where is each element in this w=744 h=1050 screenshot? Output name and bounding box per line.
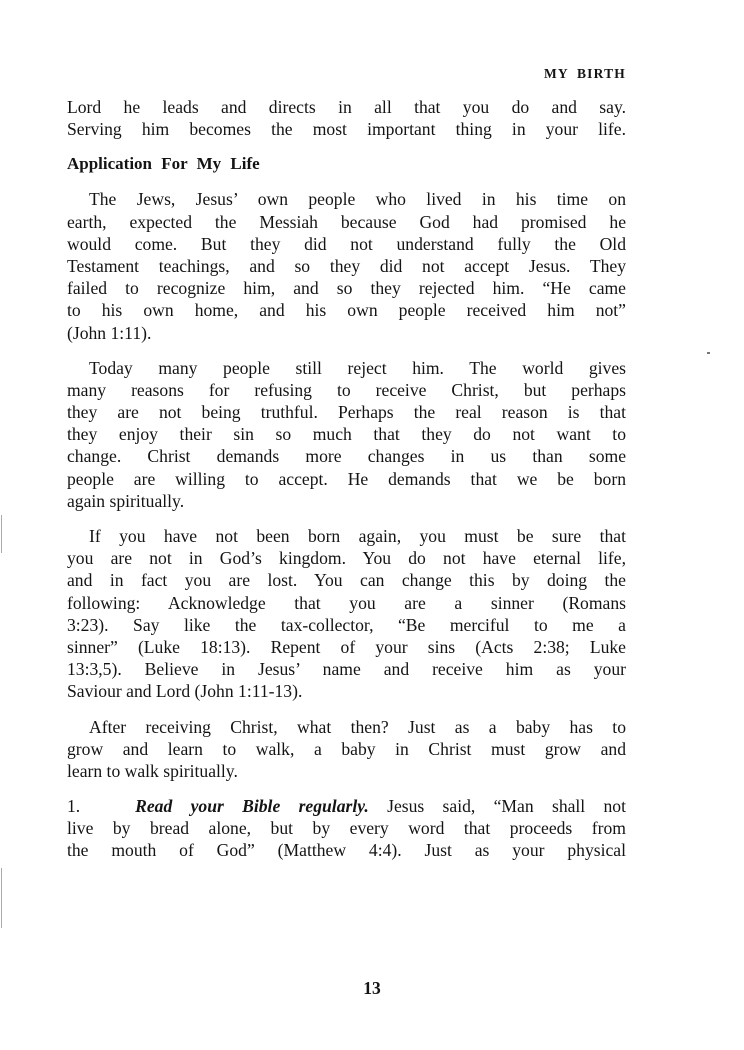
text-line: they are not being truthful. Perhaps the real reason is that (67, 402, 626, 423)
scan-artifact (1, 515, 2, 553)
text-line: would come. But they did not understand fully the Old (67, 233, 626, 254)
text-line: Today many people still reject him. The world gives (89, 357, 626, 378)
paragraph (67, 357, 626, 512)
section-heading: Application For My Life (67, 154, 260, 174)
text-line: 3:23). Say like the tax-collector, “Be merciful to me a (67, 614, 626, 635)
page-body (67, 96, 626, 875)
text-line: learn to walk spiritually. (67, 760, 238, 781)
running-header: MY BIRTH (543, 66, 626, 81)
text-line: change. Christ demands more changes in us than some (67, 446, 626, 467)
page-number: 13 (363, 978, 381, 998)
item-title: Read your Bible regularly. (135, 796, 369, 817)
text-line: failed to recognize him, and so they rejected him. “He came (67, 278, 626, 299)
text-line: to his own home, and his own people received him not” (67, 300, 626, 321)
item-number: 1. (67, 796, 81, 817)
text-line: you are not in God’s kingdom. You do not have eternal life, (67, 548, 626, 569)
text-line: Serving him becomes the most important thing in your life. (67, 119, 626, 140)
text-line: grow and learn to walk, a baby in Christ must grow and (67, 738, 626, 759)
text-line: (John 1:11). (67, 322, 152, 343)
intro-paragraph (67, 96, 626, 140)
text-line: people are willing to accept. He demands that we be born (67, 468, 626, 489)
text-line: following: Acknowledge that you are a sinner (Romans (67, 592, 626, 613)
text-line: 13:3,5). Believe in Jesus’ name and receive him as your (67, 659, 626, 680)
text-line: they enjoy their sin so much that they do not want to (67, 424, 626, 445)
text-line: the mouth of God” (Matthew 4:4). Just as your physical (67, 840, 626, 861)
paragraph (67, 716, 626, 783)
text-line: After receiving Christ, what then? Just as a baby has to (89, 716, 626, 737)
text-line: Saviour and Lord (John 1:11-13). (67, 681, 303, 702)
text-line: sinner” (Luke 18:13). Repent of your sins (Acts 2:38; Luke (67, 636, 626, 657)
text-line: Testament teachings, and so they did not accept Jesus. They (67, 255, 626, 276)
text-line: The Jews, Jesus’ own people who lived in his time on (89, 189, 626, 210)
text-line: earth, expected the Messiah because God had promised he (67, 211, 626, 232)
text-line (67, 795, 626, 817)
text-line: Lord he leads and directs in all that you do and say. (67, 97, 626, 117)
numbered-item (67, 795, 626, 862)
paragraph (67, 188, 626, 343)
text-line: If you have not been born again, you must be sure that (89, 526, 626, 546)
item-text: Jesus said, “Man shall not (387, 796, 626, 817)
text-line: many reasons for refusing to receive Christ, but perhaps (67, 379, 626, 400)
scan-artifact (707, 352, 710, 354)
scan-artifact (1, 868, 2, 928)
text-line: again spiritually. (67, 490, 185, 511)
paragraph (67, 525, 626, 703)
text-line: live by bread alone, but by every word that proceeds from (67, 818, 626, 839)
text-line: and in fact you are lost. You can change this by doing the (67, 570, 626, 591)
